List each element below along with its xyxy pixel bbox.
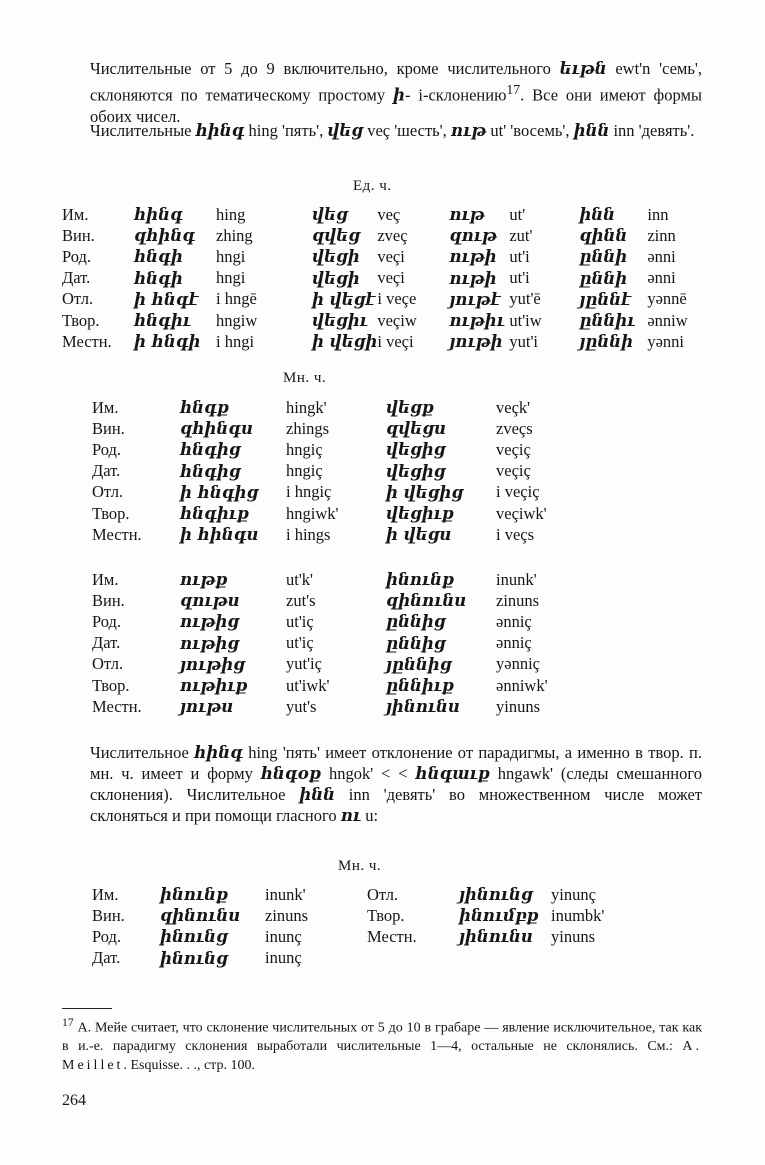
armenian-form: հնգի bbox=[134, 268, 183, 288]
armenian-word: ինն bbox=[573, 121, 610, 140]
table-row bbox=[62, 289, 707, 310]
table-row bbox=[92, 397, 596, 418]
transliteration: veçi bbox=[377, 268, 405, 288]
singular-table bbox=[62, 204, 707, 352]
footnote-text: А. Мейе считает, что склонение числительных от 5 до 10 в грабаре — явление исключительное, так как в и.-е. парадигму склонения выработали числительные 1—4, остальные не склонялись. См.: bbox=[62, 1020, 703, 1055]
case-label: Отл. bbox=[92, 654, 124, 674]
transliteration: ut' bbox=[509, 204, 526, 224]
case-label: Твор. bbox=[367, 905, 405, 925]
intro-paragraph-1 bbox=[90, 58, 702, 127]
case-label: Дат. bbox=[92, 948, 121, 968]
armenian-form: ի հնգէ bbox=[134, 289, 199, 309]
text: ut' 'восемь', bbox=[486, 121, 574, 140]
transliteration: yənni bbox=[647, 331, 685, 351]
armenian-form: յինունս bbox=[386, 697, 460, 717]
text: u: bbox=[361, 806, 379, 825]
case-label: Отл. bbox=[62, 289, 94, 309]
case-label: Род. bbox=[92, 926, 122, 946]
transliteration: veçiç bbox=[496, 461, 531, 481]
armenian-word: եւթն bbox=[559, 59, 607, 78]
armenian-form: զինունս bbox=[160, 906, 241, 926]
table-row bbox=[92, 418, 596, 439]
armenian-form: վեցից bbox=[386, 461, 446, 481]
armenian-form: յութից bbox=[180, 654, 245, 674]
armenian-form: ի հինգս bbox=[180, 525, 259, 545]
footnote-text: . Esquisse. . ., стр. 100. bbox=[123, 1057, 255, 1073]
armenian-form: հնգից bbox=[180, 461, 241, 481]
case-label: Дат. bbox=[62, 268, 91, 288]
case-label: Местн. bbox=[367, 926, 417, 946]
case-label: Твор. bbox=[92, 503, 130, 523]
armenian-form: ութից bbox=[180, 633, 240, 653]
case-label: Род. bbox=[62, 246, 92, 266]
armenian-form: ի վեցի bbox=[312, 332, 378, 352]
armenian-form: հնգի bbox=[134, 247, 183, 267]
armenian-form: վեցի bbox=[312, 247, 360, 267]
armenian-form: ինունց bbox=[160, 948, 228, 968]
table-row bbox=[92, 926, 641, 947]
case-label: Вин. bbox=[92, 590, 125, 610]
table-row bbox=[92, 611, 596, 632]
transliteration: yinunç bbox=[551, 884, 596, 904]
armenian-word: հնգաւք bbox=[415, 764, 490, 783]
case-label: Род. bbox=[92, 439, 122, 459]
armenian-form: յութէ bbox=[449, 289, 501, 309]
armenian-word: ութ bbox=[450, 121, 487, 140]
text: hing 'пять', bbox=[244, 121, 328, 140]
transliteration: zveç bbox=[377, 225, 408, 245]
transliteration: yut'i bbox=[509, 331, 539, 351]
plural-heading: Мн. ч. bbox=[283, 370, 327, 386]
footnote bbox=[62, 1014, 702, 1075]
transliteration: hngi bbox=[216, 246, 246, 266]
transliteration: hngiwk' bbox=[286, 503, 339, 523]
text: veç 'шесть', bbox=[363, 121, 451, 140]
text: Числительные bbox=[90, 121, 196, 140]
table-row bbox=[62, 204, 707, 225]
armenian-form: ըննի bbox=[579, 268, 628, 288]
transliteration: hngi bbox=[216, 268, 246, 288]
transliteration: yənniç bbox=[496, 654, 540, 674]
table-row bbox=[92, 524, 596, 545]
text: - bbox=[404, 85, 411, 105]
transliteration: zveçs bbox=[496, 418, 533, 438]
paragraph-3 bbox=[90, 742, 702, 826]
armenian-form: յինունց bbox=[459, 885, 533, 905]
transliteration: yut'ē bbox=[509, 289, 541, 309]
armenian-form: յինունս bbox=[459, 927, 533, 947]
armenian-form: ինումբք bbox=[459, 906, 539, 926]
armenian-form: հինգ bbox=[134, 205, 183, 225]
armenian-form bbox=[459, 948, 551, 969]
armenian-form: յութի bbox=[449, 332, 503, 352]
footnote-author: A. Meillet bbox=[62, 1039, 702, 1073]
armenian-word: վեց bbox=[327, 121, 364, 140]
armenian-form: ըննի bbox=[579, 247, 628, 267]
transliteration: ut'i bbox=[509, 268, 530, 288]
table-row bbox=[62, 310, 707, 331]
table-row bbox=[92, 696, 596, 717]
transliteration: veçiç bbox=[496, 439, 531, 459]
transliteration: zut' bbox=[509, 225, 533, 245]
armenian-form: վեցիւք bbox=[386, 504, 454, 524]
case-label: Дат. bbox=[92, 633, 121, 653]
transliteration: zinuns bbox=[265, 905, 309, 925]
armenian-form: ըննից bbox=[386, 612, 446, 632]
plural-table-2 bbox=[92, 569, 596, 717]
table-row bbox=[92, 654, 596, 675]
transliteration: i hngi bbox=[216, 331, 255, 351]
case-label: Им. bbox=[92, 569, 119, 589]
table-row bbox=[62, 268, 707, 289]
table-row bbox=[62, 331, 707, 352]
armenian-form: զութս bbox=[180, 591, 240, 611]
case-label: Им. bbox=[92, 397, 119, 417]
transliteration: ut'iwk' bbox=[286, 675, 330, 695]
armenian-form: ինունց bbox=[160, 927, 228, 947]
transliteration: ənniç bbox=[496, 633, 532, 653]
armenian-form: վեցք bbox=[386, 398, 434, 418]
text: hing 'пять' имеет отклонение от парадигмы, а именно в твор. п. мн. ч. имеет и форму bbox=[90, 743, 703, 783]
case-label: Род. bbox=[92, 611, 122, 631]
table-row bbox=[92, 675, 596, 696]
text: ewt'n 'семь', склоняются по тематическому простому bbox=[90, 59, 702, 105]
transliteration: ənni bbox=[647, 268, 676, 288]
table-row bbox=[92, 948, 641, 969]
armenian-form: ինն bbox=[579, 205, 616, 225]
armenian-form: ութի bbox=[449, 247, 497, 267]
armenian-form: զինունս bbox=[386, 591, 467, 611]
armenian-form: ութիւք bbox=[180, 676, 248, 696]
transliteration: i veçiç bbox=[496, 482, 540, 502]
text: inn 'девять' во множественном числе может склоняться и при помощи гласного bbox=[90, 785, 702, 825]
transliteration: veçiwk' bbox=[496, 503, 547, 523]
transliteration: yut'iç bbox=[286, 654, 322, 674]
transliteration: hngiç bbox=[286, 439, 323, 459]
armenian-form: յըննից bbox=[386, 654, 452, 674]
page-number: 264 bbox=[62, 1092, 86, 1109]
case-label: Им. bbox=[92, 884, 119, 904]
case-label: Вин. bbox=[92, 418, 125, 438]
transliteration: i hngiç bbox=[286, 482, 332, 502]
text: inn 'девять'. bbox=[609, 121, 695, 140]
armenian-form: ութի bbox=[449, 268, 497, 288]
transliteration: hingk' bbox=[286, 397, 327, 417]
armenian-form: ի վեցէ bbox=[312, 289, 376, 309]
transliteration: hngiw bbox=[216, 310, 258, 330]
case-label: Вин. bbox=[62, 225, 95, 245]
transliteration: ut'iç bbox=[286, 633, 314, 653]
armenian-form: ըննիւք bbox=[386, 676, 455, 696]
footnote-number: 17 bbox=[62, 1016, 74, 1029]
case-label: Отл. bbox=[367, 884, 399, 904]
transliteration: zinuns bbox=[496, 590, 540, 610]
transliteration: yinuns bbox=[551, 926, 596, 946]
armenian-form: վեց bbox=[312, 205, 348, 225]
armenian-form: վեցի bbox=[312, 268, 360, 288]
armenian-form: ութիւ bbox=[449, 311, 505, 331]
table-row bbox=[92, 590, 596, 611]
table-row bbox=[62, 225, 707, 246]
armenian-form: զվեցս bbox=[386, 419, 446, 439]
transliteration: inunk' bbox=[496, 569, 537, 589]
armenian-form: ըննից bbox=[386, 633, 446, 653]
case-label: Местн. bbox=[62, 331, 112, 351]
transliteration: yut's bbox=[286, 696, 317, 716]
transliteration: ut'iç bbox=[286, 611, 314, 631]
armenian-form: ութից bbox=[180, 612, 240, 632]
armenian-form: վեցիւ bbox=[312, 311, 368, 331]
table-row bbox=[92, 905, 641, 926]
text: hngok' < < bbox=[321, 764, 416, 783]
transliteration: ənniç bbox=[496, 611, 532, 631]
armenian-form: ի վեցս bbox=[386, 525, 452, 545]
footnote-ref: 17 bbox=[506, 82, 521, 97]
armenian-form: յութս bbox=[180, 697, 234, 717]
transliteration: yinuns bbox=[496, 696, 541, 716]
armenian-form: յըննէ bbox=[579, 289, 631, 309]
armenian-form: զինն bbox=[579, 226, 628, 246]
text: Числительные от 5 до 9 включительно, кроме числительного bbox=[90, 59, 560, 78]
transliteration: i veçs bbox=[496, 524, 535, 544]
transliteration: i hings bbox=[286, 524, 331, 544]
transliteration: zhings bbox=[286, 418, 330, 438]
armenian-form: հնգիւ bbox=[134, 311, 191, 331]
case-label: Отл. bbox=[92, 482, 124, 502]
armenian-form: ի վեցից bbox=[386, 482, 464, 502]
singular-heading: Ед. ч. bbox=[353, 178, 392, 194]
armenian-form: յըննի bbox=[579, 332, 634, 352]
table-row bbox=[92, 569, 596, 590]
transliteration: inunç bbox=[265, 948, 302, 968]
plural-table-1 bbox=[92, 397, 596, 545]
intro-paragraph-2 bbox=[90, 120, 702, 141]
transliteration: veç bbox=[377, 204, 401, 224]
transliteration: hngiç bbox=[286, 461, 323, 481]
armenian-form: զհինգս bbox=[180, 419, 253, 439]
transliteration: i veçi bbox=[377, 331, 414, 351]
armenian-word: ինն bbox=[299, 785, 335, 804]
transliteration: ənniw bbox=[647, 310, 688, 330]
armenian-form: զութ bbox=[449, 226, 497, 246]
armenian-form: ութք bbox=[180, 570, 228, 590]
transliteration: inn bbox=[647, 204, 669, 224]
case-label: Им. bbox=[62, 204, 89, 224]
table-row bbox=[92, 503, 596, 524]
transliteration: veçi bbox=[377, 246, 405, 266]
transliteration: yənnē bbox=[647, 289, 687, 309]
armenian-word: հինգ bbox=[194, 743, 243, 762]
case-label bbox=[367, 948, 459, 969]
armenian-form: ի հնգի bbox=[134, 332, 201, 352]
armenian-form: ինունք bbox=[160, 885, 229, 905]
text: Числительное bbox=[90, 743, 195, 762]
armenian-form: ի հնգից bbox=[180, 482, 259, 502]
transliteration: inunk' bbox=[265, 884, 306, 904]
transliteration: veçiw bbox=[377, 310, 417, 330]
plural-table-3 bbox=[92, 884, 641, 969]
transliteration: inumbk' bbox=[551, 905, 605, 925]
armenian-form: զհինգ bbox=[134, 226, 196, 246]
armenian-form: ինունք bbox=[386, 570, 455, 590]
table-row bbox=[92, 482, 596, 503]
case-label: Вин. bbox=[92, 905, 125, 925]
armenian-word: հինգ bbox=[195, 121, 245, 140]
footnote-rule bbox=[62, 1008, 112, 1009]
transliteration: ut'k' bbox=[286, 569, 314, 589]
transliteration: hing bbox=[216, 204, 246, 224]
transliteration bbox=[551, 948, 641, 969]
table-row bbox=[92, 461, 596, 482]
table-row bbox=[62, 246, 707, 267]
transliteration: inunç bbox=[265, 926, 302, 946]
case-label: Твор. bbox=[92, 675, 130, 695]
case-label: Местн. bbox=[92, 524, 142, 544]
armenian-form: հնգք bbox=[180, 398, 229, 418]
plural-heading-2: Мн. ч. bbox=[338, 858, 382, 874]
text: i-склонению bbox=[418, 85, 507, 105]
transliteration: ut'iw bbox=[509, 310, 542, 330]
table-row bbox=[92, 439, 596, 460]
transliteration: zut's bbox=[286, 590, 316, 610]
table-row bbox=[92, 633, 596, 654]
text: . Все они имеют формы обоих чисел. bbox=[90, 85, 703, 126]
transliteration: i veçe bbox=[377, 289, 417, 309]
armenian-form: հնգից bbox=[180, 440, 241, 460]
case-label: Дат. bbox=[92, 461, 121, 481]
transliteration: zhing bbox=[216, 225, 253, 245]
armenian-form: ութ bbox=[449, 205, 485, 225]
transliteration: ənni bbox=[647, 246, 676, 266]
transliteration: i hngē bbox=[216, 289, 257, 309]
case-label: Местн. bbox=[92, 696, 142, 716]
armenian-form: հնգիւք bbox=[180, 504, 250, 524]
table-row bbox=[92, 884, 641, 905]
armenian-word: ի bbox=[393, 85, 405, 105]
transliteration: ənniwk' bbox=[496, 675, 548, 695]
transliteration: zinn bbox=[647, 225, 676, 245]
armenian-form: ըննիւ bbox=[579, 311, 636, 331]
case-label: Твор. bbox=[62, 310, 100, 330]
armenian-form: զվեց bbox=[312, 226, 360, 246]
text: hngawk' (следы смешанного склонения). Числительное bbox=[90, 764, 702, 804]
armenian-form: վեցից bbox=[386, 440, 446, 460]
armenian-word: հնգօք bbox=[260, 764, 322, 783]
transliteration: veçk' bbox=[496, 397, 531, 417]
armenian-word: ու bbox=[340, 806, 362, 825]
transliteration: ut'i bbox=[509, 246, 530, 266]
